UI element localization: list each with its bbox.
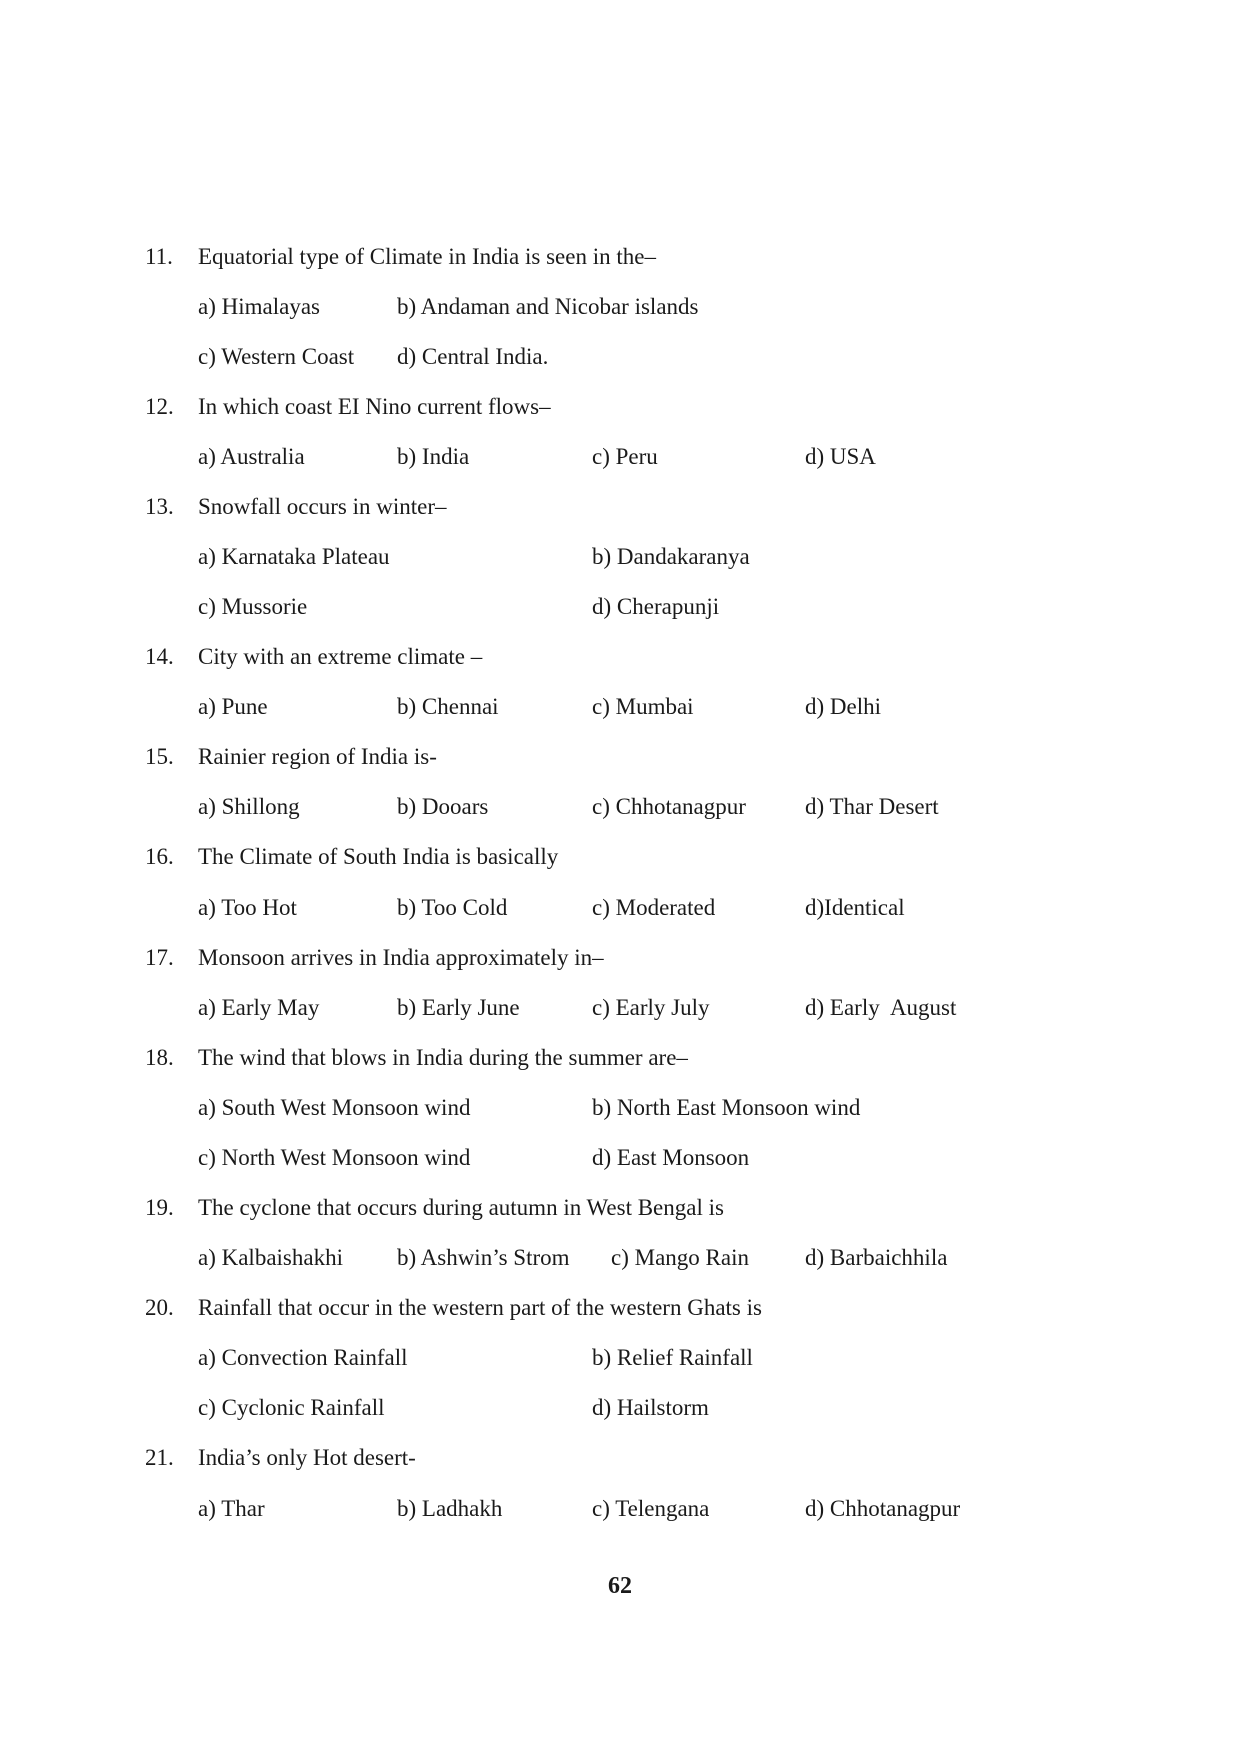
option-a: a) Pune — [198, 694, 268, 719]
question-text: The wind that blows in India during the summer are– — [198, 1045, 688, 1070]
option-b: b) Relief Rainfall — [592, 1345, 753, 1370]
option-d: d) East Monsoon — [592, 1145, 750, 1170]
option-c: c) Moderated — [592, 895, 716, 920]
question-text: City with an extreme climate – — [198, 644, 483, 669]
page-number: 62 — [608, 1573, 632, 1599]
question-text: Equatorial type of Climate in India is seen in the– — [198, 244, 656, 269]
option-d: d)Identical — [805, 895, 905, 920]
question-number: 15. — [145, 744, 174, 769]
question-text: Monsoon arrives in India approximately in– — [198, 945, 604, 970]
option-d: d) Delhi — [805, 694, 882, 719]
option-d: d) Thar Desert — [805, 794, 939, 819]
option-a: a) Himalayas — [198, 294, 320, 319]
option-c: c) Western Coast — [198, 344, 355, 369]
option-c: c) Mango Rain — [611, 1245, 749, 1270]
option-a: a) Too Hot — [198, 895, 297, 920]
option-a: a) Convection Rainfall — [198, 1345, 408, 1370]
question-number: 18. — [145, 1045, 174, 1070]
option-b: b) Dooars — [397, 794, 489, 819]
question-number: 21. — [145, 1445, 174, 1470]
option-d: d) Chhotanagpur — [805, 1496, 961, 1521]
option-c: c) Chhotanagpur — [592, 794, 746, 819]
question-number: 16. — [145, 844, 174, 869]
option-c: c) Peru — [592, 444, 658, 469]
option-b: b) Dandakaranya — [592, 544, 750, 569]
option-c: c) Mumbai — [592, 694, 694, 719]
option-b: b) India — [397, 444, 470, 469]
question-number: 14. — [145, 644, 174, 669]
question-number: 17. — [145, 945, 174, 970]
option-a: a) Australia — [198, 444, 305, 469]
option-a: a) Thar — [198, 1496, 265, 1521]
question-number: 19. — [145, 1195, 174, 1220]
option-a: a) Shillong — [198, 794, 300, 819]
option-b: b) Ladhakh — [397, 1496, 503, 1521]
option-d: d) Cherapunji — [592, 594, 720, 619]
question-text: The Climate of South India is basically — [198, 844, 559, 869]
option-b: b) Too Cold — [397, 895, 508, 920]
option-d: d) Early August — [805, 995, 957, 1020]
option-a: a) Karnataka Plateau — [198, 544, 390, 569]
question-text: The cyclone that occurs during autumn in West Bengal is — [198, 1195, 724, 1220]
option-c: c) North West Monsoon wind — [198, 1145, 471, 1170]
question-number: 11. — [145, 244, 173, 269]
option-b: b) Ashwin’s Strom — [397, 1245, 570, 1270]
option-a: a) South West Monsoon wind — [198, 1095, 471, 1120]
option-b: b) North East Monsoon wind — [592, 1095, 861, 1120]
option-b: b) Early June — [397, 995, 520, 1020]
option-c: c) Mussorie — [198, 594, 308, 619]
question-text: India’s only Hot desert- — [198, 1445, 416, 1470]
option-c: c) Cyclonic Rainfall — [198, 1395, 385, 1420]
option-b: b) Chennai — [397, 694, 499, 719]
question-number: 13. — [145, 494, 174, 519]
question-text: Snowfall occurs in winter– — [198, 494, 447, 519]
question-text: Rainier region of India is- — [198, 744, 437, 769]
question-text: In which coast EI Nino current flows– — [198, 394, 551, 419]
question-number: 20. — [145, 1295, 174, 1320]
option-a: a) Early May — [198, 995, 320, 1020]
question-text: Rainfall that occur in the western part of the western Ghats is — [198, 1295, 762, 1320]
option-d: d) USA — [805, 444, 876, 469]
option-b: b) Andaman and Nicobar islands — [397, 294, 699, 319]
option-c: c) Telengana — [592, 1496, 710, 1521]
question-number: 12. — [145, 394, 174, 419]
option-a: a) Kalbaishakhi — [198, 1245, 343, 1270]
option-d: d) Hailstorm — [592, 1395, 709, 1420]
option-c: c) Early July — [592, 995, 710, 1020]
option-d: d) Central India. — [397, 344, 549, 369]
option-d: d) Barbaichhila — [805, 1245, 948, 1270]
